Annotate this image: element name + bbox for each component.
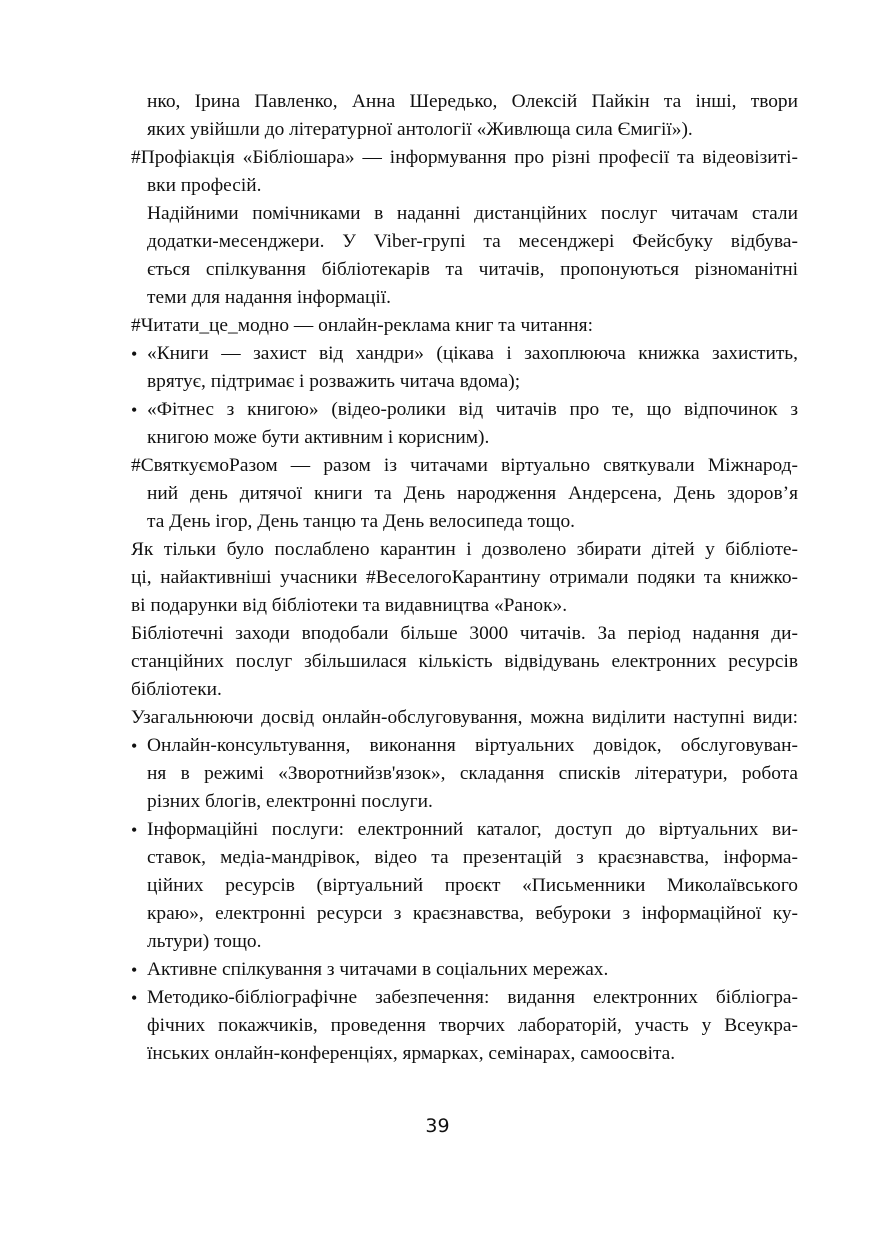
text-line: яких увійшли до літературної антології «Живлюща сила Ємигії»). [147, 119, 693, 140]
text-line: #Читати_це_модно — онлайн-реклама книг та читання: [131, 315, 593, 336]
text-line: станційних послуг збільшилася кількість відвідувань електронних ресурсів [131, 651, 798, 672]
text-line: врятує, підтримає і розважить читача вдома); [147, 371, 521, 392]
text-line: вки професій. [147, 175, 262, 196]
text-line: «Фітнес з книгою» (відео-ролики від читачів про те, що відпочинок з [147, 399, 798, 420]
bullet-icon: • [131, 736, 138, 756]
text-line: ставок, медіа-мандрівок, відео та презентацій з краєзнавства, інформа- [147, 847, 798, 868]
text-line: Інформаційні послуги: електронний каталог, доступ до віртуальних ви- [147, 819, 798, 840]
text-line: додатки-месенджери. У Viber-групі та месенджері Фейсбуку відбува- [147, 231, 798, 252]
text-line: ційних ресурсів (віртуальний проєкт «Письменники Миколаївського [147, 875, 798, 896]
text-line: ці, найактивніші учасники #ВеселогоКарантину отримали подяки та книжко- [131, 567, 798, 588]
text-line: Бібліотечні заходи вподобали більше 3000 читачів. За період надання ди- [131, 623, 798, 644]
text-line: та День ігор, День танцю та День велосипеда тощо. [147, 511, 576, 532]
text-line: нко, Ірина Павленко, Анна Шередько, Олексій Пайкін та інші, твори [147, 91, 798, 112]
text-line: краю», електронні ресурси з краєзнавства, вебуроки з інформаційної ку- [147, 903, 798, 924]
text-line: книгою може бути активним і корисним). [147, 427, 490, 448]
bullet-icon: • [131, 344, 138, 364]
text-line: #Профіакція «Бібліошара» — інформування про різні професії та відеовізиті- [131, 147, 798, 168]
text-line: фічних покажчиків, проведення творчих лабораторій, участь у Всеукра- [147, 1015, 798, 1036]
text-line: Як тільки було послаблено карантин і дозволено збирати дітей у бібліоте- [131, 539, 798, 560]
text-line: Узагальнюючи досвід онлайн-обслуговування, можна виділити наступні види: [131, 707, 798, 728]
bullet-icon: • [131, 820, 138, 840]
text-line: Надійними помічниками в наданні дистанційних послуг читачам стали [147, 203, 798, 224]
text-line: Активне спілкування з читачами в соціальних мережах. [147, 959, 609, 980]
page-number: 39 [425, 1115, 450, 1137]
text-line: їнських онлайн-конференціях, ярмарках, семінарах, самоосвіта. [147, 1043, 676, 1064]
text-line: бібліотеки. [131, 679, 222, 700]
text-line: ний день дитячої книги та День народження Андерсена, День здоров’я [147, 483, 798, 504]
bullet-icon: • [131, 400, 138, 420]
text-line: теми для надання інформації. [147, 287, 392, 308]
text-line: Методико-бібліографічне забезпечення: видання електронних бібліогра- [147, 987, 798, 1008]
bullet-icon: • [131, 988, 138, 1008]
bullet-icon: • [131, 960, 138, 980]
text-line: Онлайн-консультування, виконання віртуальних довідок, обслуговуван- [147, 735, 798, 756]
text-line: «Книги — захист від хандри» (цікава і захоплююча книжка захистить, [147, 343, 798, 364]
text-line: ві подарунки від бібліотеки та видавництва «Ранок». [131, 595, 568, 616]
text-line: ється спілкування бібліотекарів та читачів, пропонуються різноманітні [147, 259, 798, 280]
text-line: різних блогів, електронні послуги. [147, 791, 433, 812]
text-line: ня в режимі «Зворотнийзв'язок», складання списків літератури, робота [147, 763, 798, 784]
text-line: льтури) тощо. [147, 931, 262, 952]
text-line: #СвяткуємоРазом — разом із читачами віртуально святкували Міжнарод- [131, 455, 798, 476]
